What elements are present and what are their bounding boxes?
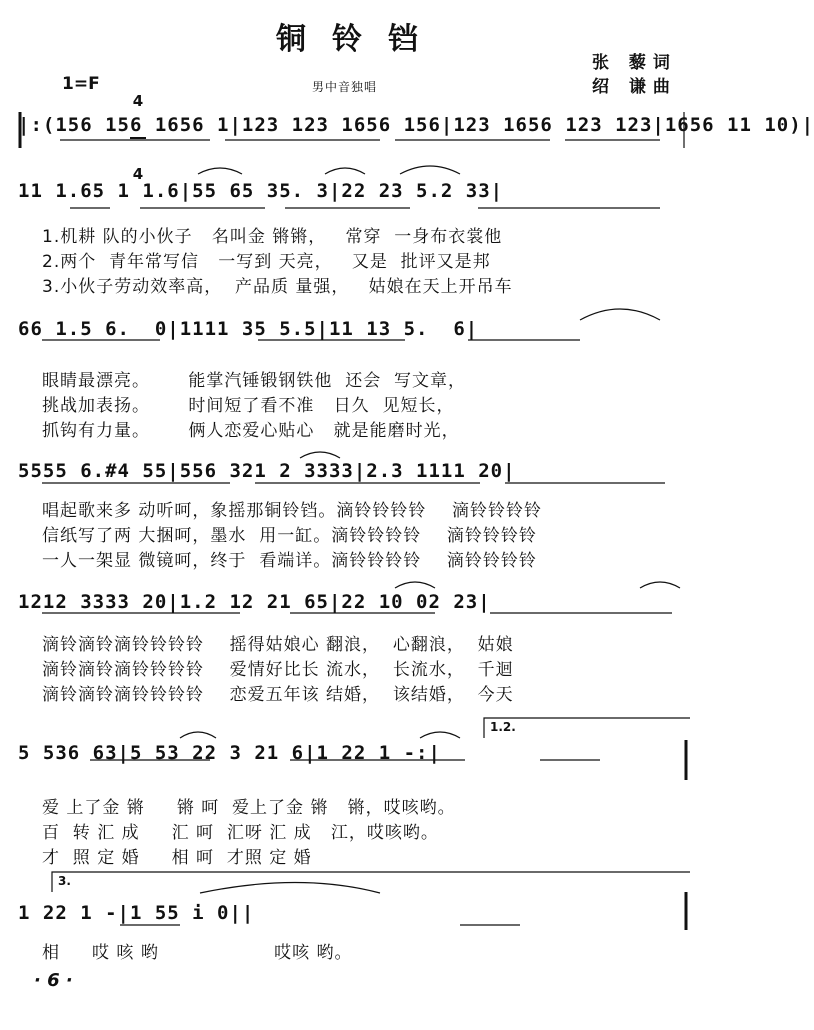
lyrics-6-verse-1: 爱 上了金 锵 锵 呵 爱上了金 锵 锵，哎咳哟。 — [42, 798, 456, 818]
song-title: 铜铃铛 — [276, 22, 444, 57]
lyrics-5-verse-2: 滴铃滴铃滴铃铃铃铃 爱情好比长 流水， 长流水， 千迴 — [42, 660, 514, 680]
lyrics-5-verse-3: 滴铃滴铃滴铃铃铃铃 恋爱五年该 结婚， 该结婚， 今天 — [42, 685, 514, 705]
score-line-1: |:(156 156 1656 1|123 123 1656 156|123 1656 123 123|1656 11 10)| — [18, 114, 814, 136]
time-signature-top: 4 — [132, 92, 144, 110]
lyrics-4-verse-2: 信纸写了两 大捆呵，墨水 用一缸。滴铃铃铃铃 滴铃铃铃铃 — [42, 526, 537, 546]
lyrics-2-verse-3: 3.小伙子劳动效率高， 产品质 量强， 姑娘在天上开吊车 — [42, 277, 513, 297]
lyricist-credit: 张 藜词 — [592, 53, 677, 73]
lyrics-3-verse-2: 挑战加表扬。 时间短了看不准 日久 见短长， — [42, 396, 455, 416]
lyrics-6-verse-3: 才 照 定 婚 相 呵 才照 定 婚 — [42, 848, 312, 868]
score-line-5: 1212 3333 20|1.2 12 21 65|22 10 02 23| — [18, 591, 491, 613]
key-signature: 1=F — [62, 74, 100, 94]
score-line-3: 66 1.5 6. 0|1111 35 5.5|11 13 5. 6| — [18, 318, 479, 340]
volta-third-ending: 3. — [58, 874, 71, 888]
lyrics-5-verse-1: 滴铃滴铃滴铃铃铃铃 摇得姑娘心 翻浪， 心翻浪， 姑娘 — [42, 635, 514, 655]
lyrics-2-verse-1: 1.机耕 队的小伙子 名叫金 锵锵， 常穿 一身布衣裳他 — [42, 227, 503, 247]
lyrics-3-verse-3: 抓钩有力量。 俩人恋爱心贴心 就是能磨时光， — [42, 421, 460, 441]
lyrics-4-verse-1: 唱起歌来多 动听呵，象摇那铜铃铛。滴铃铃铃铃 滴铃铃铃铃 — [42, 501, 543, 521]
time-signature-bottom: 4 — [132, 165, 144, 183]
lyrics-7-verse-1: 相 哎 咳 哟 哎咳 哟。 — [42, 943, 353, 963]
score-line-4: 5555 6.#4 55|556 321 2 3333|2.3 1111 20| — [18, 460, 516, 482]
lyrics-3-verse-1: 眼睛最漂亮。 能掌汽锤锻钢铁他 还会 写文章， — [42, 371, 467, 391]
score-line-6: 5 536 63|5 53 22 3 21 6|1 22 1 -:| — [18, 742, 441, 764]
composer-credit: 绍 谦曲 — [592, 77, 677, 97]
volta-first-ending: 1.2. — [490, 720, 516, 734]
lyrics-6-verse-2: 百 转 汇 成 汇 呵 汇呀 汇 成 江，哎咳哟。 — [42, 823, 439, 843]
score-line-2: 11 1.65 1 1.6|55 65 35. 3|22 23 5.2 33| — [18, 180, 504, 202]
page-number: · 6 · — [34, 970, 73, 991]
score-line-7: 1 22 1 -|1 55 i 0|| — [18, 902, 255, 924]
voice-designation: 男中音独唱 — [312, 80, 378, 94]
lyrics-2-verse-2: 2.两个 青年常写信 一写到 天亮， 又是 批评又是邦 — [42, 252, 491, 272]
lyrics-4-verse-3: 一人一架显 微镜呵，终于 看端详。滴铃铃铃铃 滴铃铃铃铃 — [42, 551, 537, 571]
